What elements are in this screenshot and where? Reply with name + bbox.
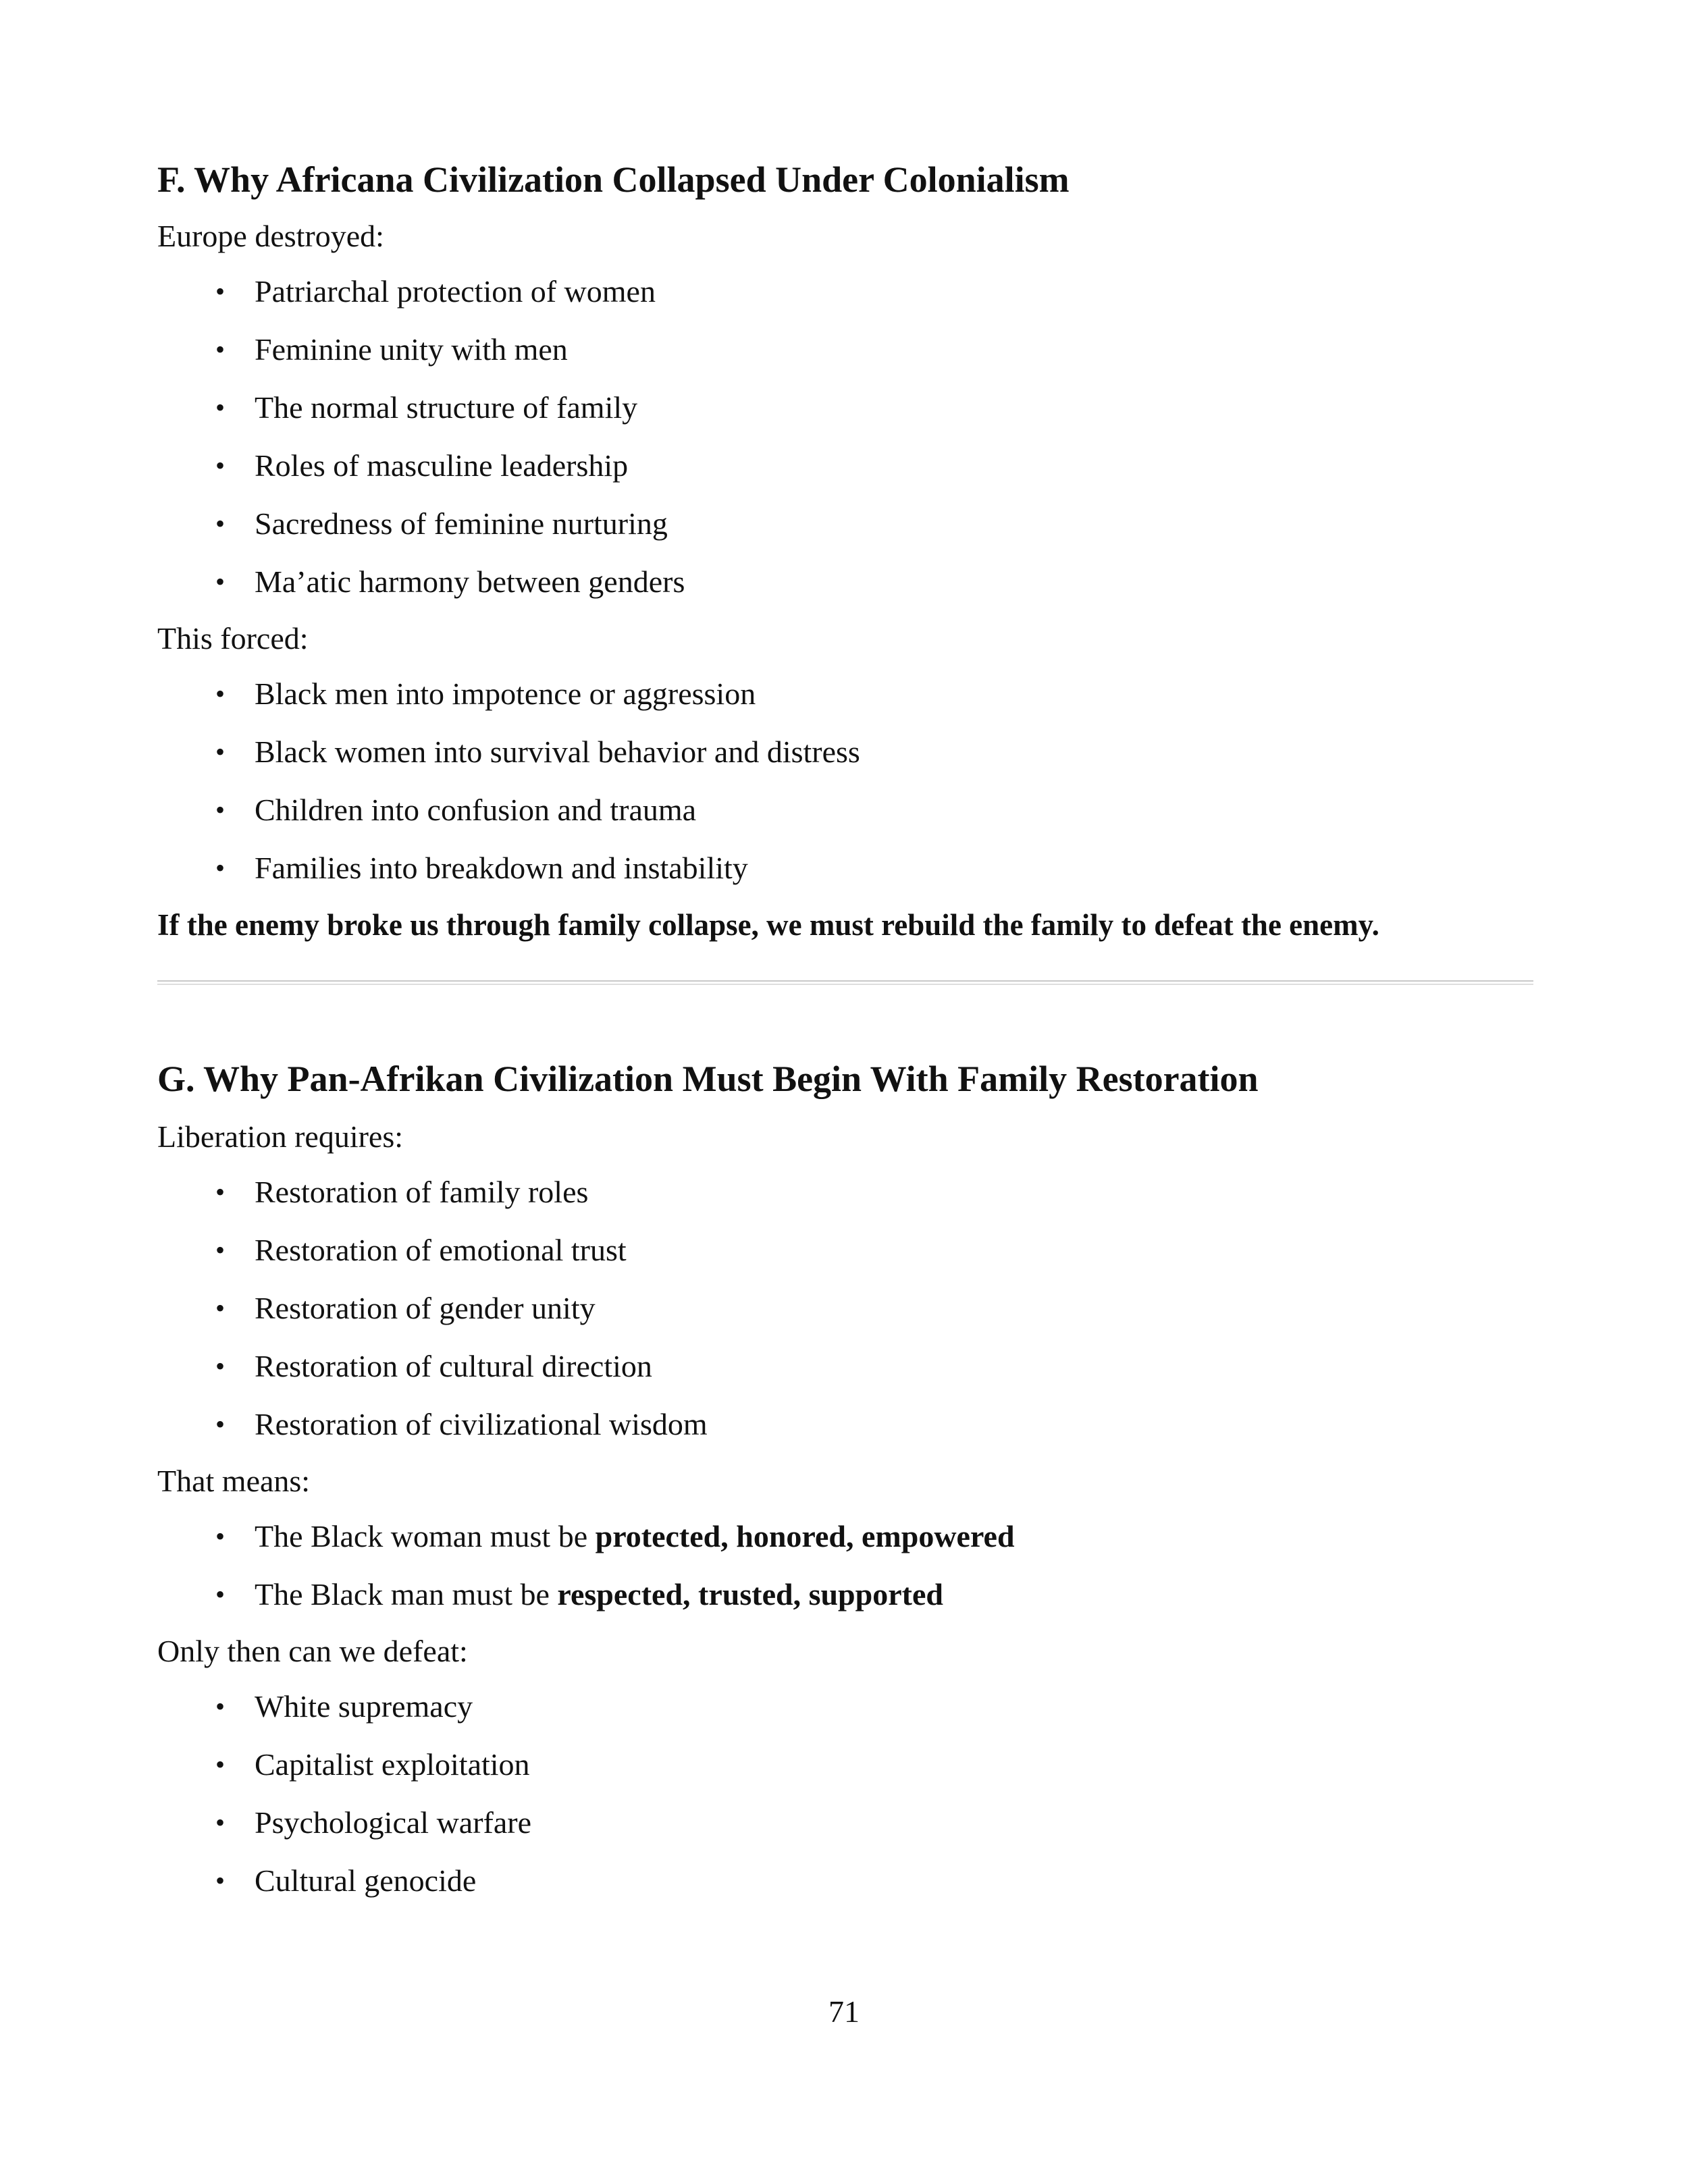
bullet-icon: • — [215, 1293, 226, 1323]
bullet-icon: • — [215, 450, 226, 481]
bullet-icon: • — [215, 1235, 226, 1265]
bullet-icon: • — [215, 1351, 226, 1381]
section-f-intro-europe-destroyed: Europe destroyed: — [157, 219, 384, 253]
bullet-icon: • — [215, 276, 226, 307]
bullet-icon: • — [215, 334, 226, 365]
emphasis-text: protected, honored, empowered — [595, 1519, 1015, 1553]
section-g-heading: G. Why Pan-Afrikan Civilization Must Begin With Family Restoration — [157, 1059, 1259, 1099]
bullet-icon: • — [215, 566, 226, 597]
bullet-icon: • — [215, 1749, 226, 1780]
bullet-icon: • — [215, 1409, 226, 1439]
bullet-icon: • — [215, 737, 226, 767]
section-g-intro-liberation-requires: Liberation requires: — [157, 1119, 404, 1154]
section-divider — [157, 980, 1533, 985]
bullet-icon: • — [215, 392, 226, 423]
emphasis-text: respected, trusted, supported — [557, 1577, 943, 1612]
bullet-icon: • — [215, 795, 226, 825]
section-g-intro-only-then: Only then can we defeat: — [157, 1634, 468, 1668]
section-f-heading: F. Why Africana Civilization Collapsed Under Colonialism — [157, 159, 1070, 200]
section-f-intro-this-forced: This forced: — [157, 621, 309, 656]
section-f-conclusion: If the enemy broke us through family collapse, we must rebuild the family to defeat the enemy. — [157, 908, 1379, 942]
bullet-icon: • — [215, 508, 226, 539]
document-page: F. Why Africana Civilization Collapsed Under Colonialism Europe destroyed: • Patriarchal protection of women • Feminine unity with men • The normal structure of family • Roles of masculine leadership • Sacredness of feminine nurturing • Ma’atic harmony between genders This forced: • Black men into impotence or aggression • Black women into survival behavior and distress • Children into confusion and trauma • Families into breakdown and instability If the enemy broke us through family collapse, we must rebuild the family to defeat the enemy. G. Why Pan-Afrikan Civilization Must Begin With Family Restoration Liberation requires: • Restoration of family roles • Restoration of emotional trust • Restoration of gender unity • Restoration of cultural direction • Restoration of civilizational wisdom That means: • The Black woman must be protected, honored, empowered • The Black man must be respected, trusted, supported Only then can we defeat: • White supremacy • Capitalist exploitation • Psychological warfare • Cultural genocide 71 — [0, 0, 1688, 2184]
bullet-icon: • — [215, 1177, 226, 1207]
section-g-intro-that-means: That means: — [157, 1464, 311, 1498]
bullet-icon: • — [215, 853, 226, 883]
bullet-icon: • — [215, 1807, 226, 1838]
bullet-icon: • — [215, 1521, 226, 1551]
bullet-icon: • — [215, 1579, 226, 1609]
bullet-icon: • — [215, 678, 226, 709]
page-number: 71 — [828, 1994, 860, 2029]
bullet-icon: • — [215, 1691, 226, 1722]
bullet-icon: • — [215, 1865, 226, 1896]
